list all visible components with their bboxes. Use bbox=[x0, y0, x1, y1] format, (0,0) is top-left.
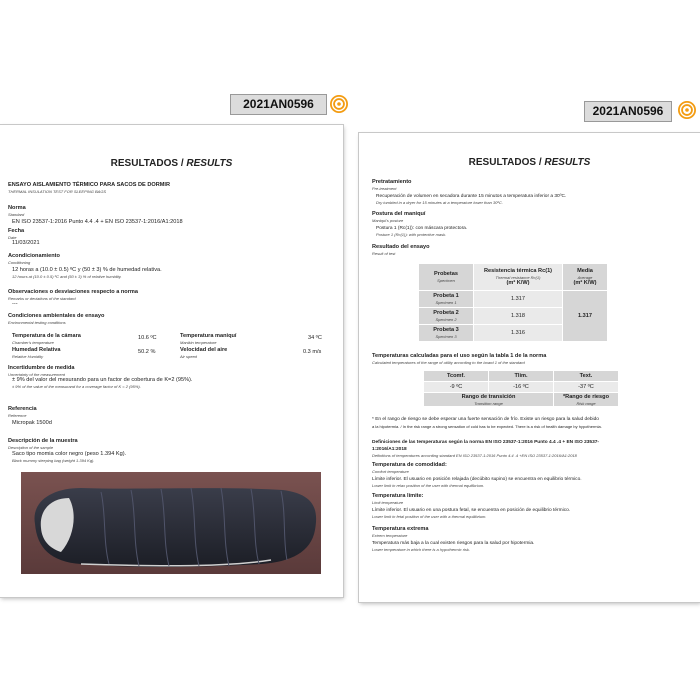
norma-section: Norma Standard EN ISO 23537-1:2016 Punto 4.4 .4 + EN ISO 23537-1:2016/A1:2018 bbox=[8, 205, 183, 225]
sleeping-bag-photo bbox=[21, 472, 321, 574]
spiral-logo-icon bbox=[330, 95, 348, 113]
spiral-logo-icon bbox=[678, 101, 696, 119]
media-value: 1.317 bbox=[563, 291, 608, 342]
results-table bbox=[418, 263, 608, 342]
humedad-value: 50.2 % bbox=[138, 349, 156, 355]
header-media: Media Average (m² K/W) bbox=[563, 264, 608, 291]
test-title: ENSAYO AISLAMIENTO TÉRMICO PARA SACOS DE DORMIR THERMAL INSULATION TEST FOR SLEEPING BAGS bbox=[8, 182, 171, 194]
temp-maniqui-label: Temperatura maniquí Manikin temperature bbox=[180, 333, 237, 345]
observaciones-section: Observaciones o desviaciones respecto a norma Remarks or deviations of the standard --- bbox=[8, 289, 138, 307]
results-page-left bbox=[0, 125, 343, 597]
condiciones-section: Condiciones ambientales de ensayo Environmental testing conditions bbox=[8, 313, 105, 325]
comfort-def: Temperatura de comodidad: Comfort temperature Límite inferior. El usuario en posición relajada (decúbito supino) se encuentra en equilibrio térmico. Lower limit in relax position of the user with thermal equilibrium. bbox=[372, 462, 582, 488]
fecha-section: Fecha Date 11/03/2021 bbox=[8, 228, 40, 246]
postura-section: Postura del maniquí Maniqui's posture Postura 1 (Rc(1)): con máscara protectora. Posture 1 (Rc(1)): with protective mask. bbox=[372, 211, 468, 237]
page-title: RESULTADOS / RESULTS bbox=[468, 157, 591, 168]
table-row: Probeta 2 Specimen 2 1.318 bbox=[419, 308, 608, 325]
pretratamiento-section: Pretratamiento Pre-treatment Recuperación de volumen en secadora durante 15 minutos a temperatura inferior a 30ºC. Dry tumbled in a dryer for 15 minutes at a temperature lower than 30ºC. bbox=[372, 179, 567, 205]
referencia-section: Referencia Reference Micropak 1500d bbox=[8, 406, 52, 426]
temp-maniqui-value: 34 ºC bbox=[308, 335, 322, 341]
risk-note: * En el rango de riesgo se debe esperar una fuerte sensación de frío. Existe un riesgo para la salud debido a la hipotermia. / In the risk range a strong sensation of cold has to be expected. There is a risk of health damage by hypothermia. bbox=[372, 417, 602, 429]
temperaturas-title: Temperaturas calculadas para el uso según la tabla 1 de la norma Calculated temperatures of the range of utility according to the board 1 of the standard bbox=[372, 353, 547, 365]
header-probetas: Probetas Specimen bbox=[419, 264, 474, 291]
incertidumbre-section: Incertidumbre de medida Uncertainty of the measurement ± 9% del valor del mesurando para un factor de cobertura de K=2 (95%). ± 9% of the value of the measurand for a coverage factor of K = 2 (95%). bbox=[8, 365, 193, 389]
results-page-right bbox=[359, 133, 700, 602]
acondicionamiento-section: Acondicionamiento Conditioning 12 horas a (10.0 ± 0.5) ºC y (50 ± 3) % de humedad relativa. 12 hours at (10.0 ± 0.5) ºC and (50 ± 3) % of relative humidity. bbox=[8, 253, 162, 279]
velocidad-aire-label: Velocidad del aire Air speed bbox=[180, 347, 228, 359]
definiciones-title: Definiciones de las temperaturas según la norma EN ISO 23537-1:2016 Punto 4.4 .4 + EN ISO 23537- 1:2016/A1:2018 Definitions of temperatures according standard EN ISO 23537-1:2016 Punto 4.4 .4 +EN ISO 23537-1:2016/A1:2018 bbox=[372, 440, 600, 458]
temp-camara-value: 10.6 ºC bbox=[138, 335, 157, 341]
table-row: Probeta 1 Specimen 1 1.317 1.317 bbox=[419, 291, 608, 308]
table-row: Probeta 3 Specimen 3 1.316 bbox=[419, 325, 608, 342]
page-title: RESULTADOS / RESULTS bbox=[110, 158, 233, 169]
temperatures-table: Tcomf. Tlim. Text. -9 ºC -16 ºC -37 ºC Rango de transición Transition range *Rango de riesgo Risk range bbox=[423, 370, 619, 407]
temp-camara-label: Temperatura de la cámara Chamber's temperature bbox=[12, 333, 81, 345]
extreme-def: Temperatura extrema Extrem temperature Temperatura más baja a la cual existen riesgos para la salud por hipotermia. Lower temperature in which there is a hypothermic risk. bbox=[372, 526, 535, 552]
report-code-label-right: 2021AN0596 bbox=[584, 101, 672, 122]
velocidad-aire-value: 0.3 m/s bbox=[303, 349, 322, 355]
limit-def: Temperatura límite: Limit temperature Límite inferior. El usuario en una postura fetal, se encuentra en posición de equilibrio térmico. Lower limit in fetal position of the user with a thermal equilibrium. bbox=[372, 493, 571, 519]
header-resistencia: Resistencia térmica Rc(1) Thermal resistance Rc(1) (m² K/W) bbox=[474, 264, 563, 291]
descripcion-section: Descripción de la muestra Description of the sample Saco tipo momia color negro (peso 1.394 Kg). Black mummy sleeping bag (weight 1.394 Kg). bbox=[8, 438, 127, 463]
resultado-section: Resultado del ensayo Result of test bbox=[372, 244, 430, 256]
humedad-label: Humedad Relativa Relative Humidity bbox=[12, 347, 61, 359]
report-code-label-left: 2021AN0596 bbox=[230, 94, 327, 115]
